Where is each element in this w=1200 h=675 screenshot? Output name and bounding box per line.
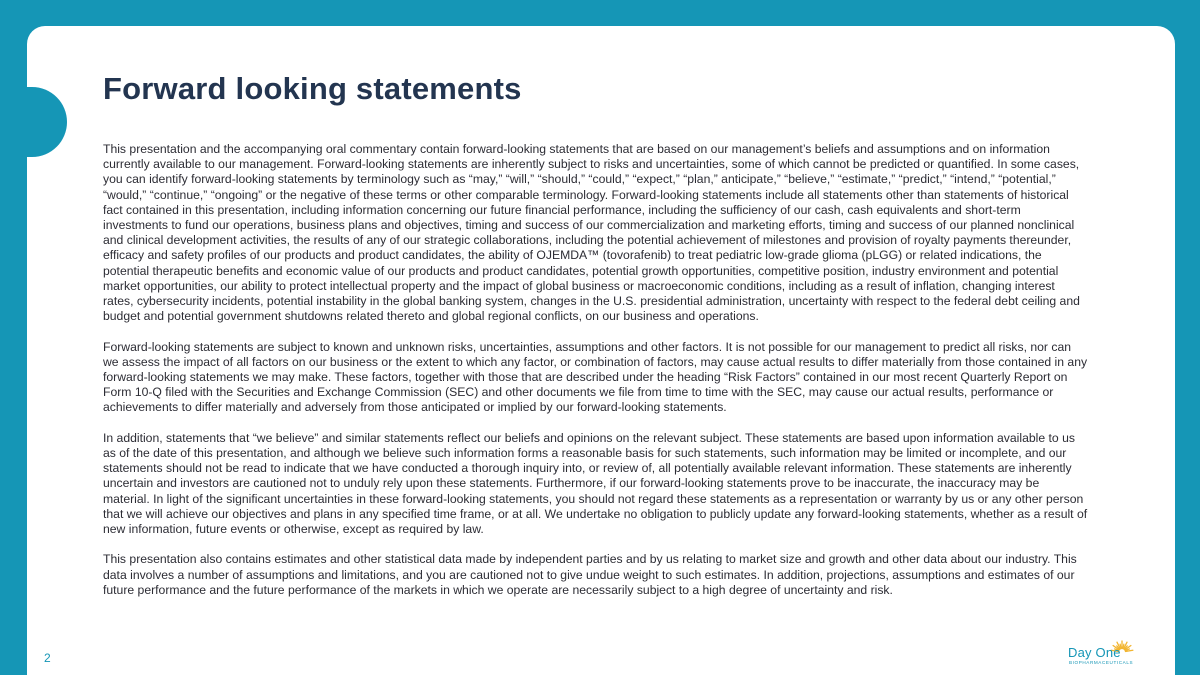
logo-subtitle: BIOPHARMACEUTICALS [1069,660,1134,665]
company-logo [1068,633,1140,667]
page-number: 2 [44,651,51,665]
paragraph-risks: Forward-looking statements are subject to known and unknown risks, uncertainties, assumptions and other factors. It is not possible for our management to predict all risks, nor can we assess the impact of all factors on our business or the extent to which any factor, or combination of factors, may cause actual results to differ materially from those contained in any forward-looking statements we may make. These factors, together with those that are described under the heading “Risk Factors” contained in our most recent Quarterly Report on Form 10-Q filed with the Securities and Exchange Commission (SEC) and other documents we file from time to time with the SEC, may cause our actual results, performance or achievements to differ materially and adversely from those anticipated or implied by our forward-looking statements. [103,339,1088,415]
paragraph-forward-looking-intro: This presentation and the accompanying oral commentary contain forward-looking statements that are based on our management’s beliefs and assumptions and on information currently available to our management. Forward-looking statements are inherently subject to risks and uncertainties, some of which cannot be predicted or quantified. In some cases, you can identify forward-looking statements by terminology such as “may,” “will,” “should,” “could,” “expect,” “plan,” anticipate,” “believe,” “estimate,” “predict,” “intend,” “potential,” “would,” “continue,” “ongoing” or the negative of these terms or other comparable terminology. Forward-looking statements include all statements other than statements of historical fact contained in this presentation, including information concerning our future financial performance, including the sufficiency of our cash, cash equivalents and short-term investments to fund our operations, business plans and objectives, timing and success of our commercialization and marketing efforts, timing and success of our planned nonclinical and clinical development activities, the results of any of our strategic collaborations, including the potential achievement of milestones and provision of royalty payments thereunder, efficacy and safety profiles of our products and product candidates, the ability of OJEMDA™ (tovorafenib) to treat pediatric low-grade glioma (pLGG) or related indications, the potential therapeutic benefits and economic value of our products and product candidates, potential growth opportunities, competitive position, industry environment and potential market opportunities, our ability to protect intellectual property and the impact of global business or macroeconomic conditions, including as a result of inflation, changing interest rates, cybersecurity incidents, potential instability in the global banking system, changes in the U.S. presidential administration, uncertainty with respect to the federal debt ceiling and budget and potential government shutdowns related thereto and global regional conflicts, on our business and operations. [103,142,1080,324]
slide-body [103,142,1088,613]
paragraph-estimates: This presentation also contains estimates and other statistical data made by independent parties and by us relating to market size and growth and other data about our industry. This data involves a number of assumptions and limitations, and you are cautioned not to give undue weight to such estimates. In addition, projections, assumptions and estimates of our future performance and the future performance of the markets in which we operate are necessarily subject to a high degree of uncertainty and risk. [103,552,1077,597]
paragraph-beliefs: In addition, statements that “we believe” and similar statements reflect our beliefs and opinions on the relevant subject. These statements are based upon information available to us as of the date of this presentation, and although we believe such information forms a reasonable basis for such statements, such information may be limited or incomplete, and our statements should not be read to indicate that we have conducted a thorough inquiry into, or review of, all potentially available relevant information. These statements are inherently uncertain and investors are cautioned not to unduly rely upon these statements. Furthermore, if our forward-looking statements prove to be inaccurate, the inaccuracy may be material. In light of the significant uncertainties in these forward-looking statements, you should not regard these statements as a representation or warranty by us or any other person that we will achieve our objectives and plans in any specified time frame, or at all. We undertake no obligation to publicly update any forward-looking statements, whether as a result of new information, future events or otherwise, except as required by law. [103,430,1088,537]
slide-title: Forward looking statements [103,71,522,106]
decorative-half-circle [27,87,67,157]
logo-name: Day One [1068,645,1121,660]
